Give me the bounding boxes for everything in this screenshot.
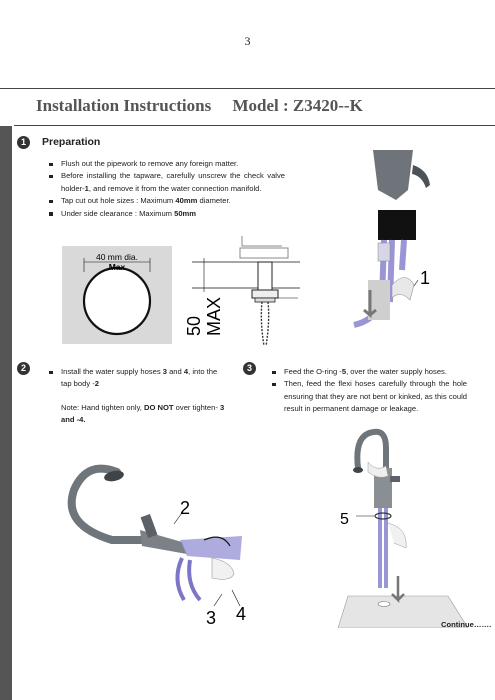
step-3-badge: 3 xyxy=(243,362,256,375)
clearance-value: 50 xyxy=(184,315,204,336)
step-2-badge: 2 xyxy=(17,362,30,375)
gooseneck-spout xyxy=(357,432,386,468)
bullet-item: Tap cut out hole sizes : Maximum 40mm diameter. xyxy=(47,195,285,207)
bold-text: 40mm xyxy=(175,196,198,206)
valve-removal-illustration xyxy=(318,150,476,350)
bold-text: 3 and -4. xyxy=(61,403,225,425)
step-1-title: Preparation xyxy=(42,136,101,148)
bold-text: DO NOT xyxy=(144,403,174,412)
callout-4: 4 xyxy=(236,604,247,624)
step-2-bullets xyxy=(47,366,222,391)
o-ring xyxy=(375,513,391,519)
clearance-diagram xyxy=(182,236,302,348)
bold-text: 2 xyxy=(94,379,100,389)
title-rule xyxy=(14,125,495,126)
model-text: Model : Z3420--K xyxy=(232,96,363,115)
bullet-item: Flush out the pipework to remove any foreign matter. xyxy=(47,158,285,170)
top-rule xyxy=(0,88,495,89)
callout-1: 1 xyxy=(420,268,431,288)
step-1-bullets xyxy=(47,158,285,220)
oring-feed-illustration xyxy=(328,428,478,628)
bullet-item: Before installing the tapware, carefully unscrew the check valve holder-1, and remove it from the water connection manifold. xyxy=(47,170,285,195)
flexi-hoses xyxy=(380,508,386,588)
bullet-item: Under side clearance : Maximum 50mm xyxy=(47,208,285,220)
bold-text: 1 xyxy=(84,183,89,193)
bold-text: 50mm xyxy=(174,208,197,218)
braided-hoses xyxy=(261,302,268,346)
hole-label-2: Max xyxy=(108,262,126,272)
page-number: 3 xyxy=(244,34,251,48)
hole-label-1: 40 mm dia. xyxy=(95,252,139,262)
hole-size-diagram xyxy=(62,246,172,346)
callout-3: 3 xyxy=(206,608,217,628)
hose-install-illustration xyxy=(62,450,262,630)
callout-5: 5 xyxy=(340,511,349,528)
bullet-item: Feed the O-ring -5, over the water supply hoses. xyxy=(270,366,467,378)
supply-hoses xyxy=(177,558,200,600)
step-3-bullets xyxy=(270,366,467,416)
continue-label: Continue……. xyxy=(441,620,492,629)
title-text: Installation Instructions xyxy=(36,96,212,115)
step-1-badge: 1 xyxy=(17,136,30,149)
callout-2: 2 xyxy=(180,498,191,518)
page-title xyxy=(36,96,363,116)
bold-text: 4 xyxy=(183,367,189,376)
bullet-item: Then, feed the flexi hoses carefully through the hole ensuring that they are not bent or kinked, as this could result in permanent damage or leakage. xyxy=(270,378,467,415)
step-2-bullet: Install the water supply hoses 3 and 4, into the tap body -2 xyxy=(47,366,222,391)
bold-text: 3 xyxy=(162,367,167,376)
bold-text: 5 xyxy=(341,367,347,376)
clearance-unit: MAX xyxy=(204,296,224,336)
step-2-note: Note: Hand tighten only, DO NOT over tighten- 3 and -4. xyxy=(61,403,225,425)
side-bar xyxy=(0,126,12,700)
feed-arrow xyxy=(392,576,404,600)
hole-circle xyxy=(84,268,150,334)
tap-shank xyxy=(378,210,416,240)
